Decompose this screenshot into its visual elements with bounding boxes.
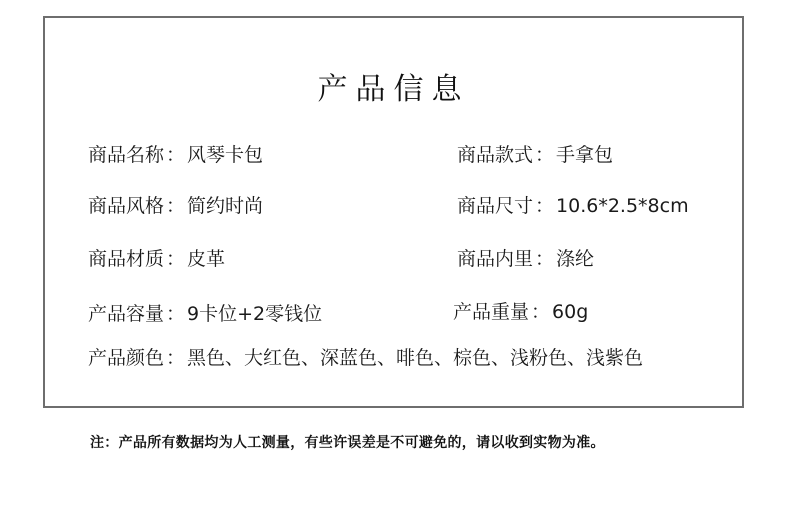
- field-label: 商品风格: [88, 195, 165, 217]
- field-value: 60g: [552, 301, 589, 323]
- field-label: 商品材质: [88, 248, 165, 270]
- field-separator: ：: [535, 195, 555, 217]
- field-value: 涤纶: [556, 248, 595, 270]
- field-label: 产品重量: [453, 301, 530, 323]
- field-product-weight: [453, 303, 588, 322]
- field-separator: ：: [166, 303, 186, 325]
- field-value: 黑色、大红色、深蓝色、啡色、棕色、浅粉色、浅紫色: [187, 347, 644, 369]
- field-label: 商品款式: [457, 144, 534, 166]
- field-product-name: [88, 146, 263, 165]
- field-label: 产品容量: [88, 303, 165, 325]
- field-value: 风琴卡包: [187, 144, 264, 166]
- field-value: 皮革: [187, 248, 226, 270]
- field-value: 简约时尚: [187, 195, 264, 217]
- field-product-capacity: [88, 305, 322, 324]
- field-separator: ：: [535, 144, 555, 166]
- field-product-lining: [457, 250, 594, 269]
- page-title: 产品信息: [317, 72, 470, 107]
- field-label: 商品尺寸: [457, 195, 534, 217]
- field-separator: ：: [535, 248, 555, 270]
- field-product-material: [88, 250, 225, 269]
- field-value: 手拿包: [556, 144, 614, 166]
- field-separator: ：: [166, 248, 186, 270]
- field-label: 商品名称: [88, 144, 165, 166]
- field-label: 产品颜色: [88, 347, 165, 369]
- field-label: 商品内里: [457, 248, 534, 270]
- field-separator: ：: [166, 195, 186, 217]
- field-product-size: [457, 197, 689, 216]
- field-value: 9卡位+2零钱位: [187, 303, 323, 325]
- field-product-colors: [88, 349, 643, 368]
- field-product-style: [88, 197, 263, 216]
- field-separator: ：: [531, 301, 551, 323]
- disclaimer-note: 注：产品所有数据均为人工测量，有些许误差是不可避免的，请以收到实物为准。: [90, 435, 605, 451]
- field-separator: ：: [166, 144, 186, 166]
- field-separator: ：: [166, 347, 186, 369]
- field-product-style-type: [457, 146, 613, 165]
- field-value: 10.6*2.5*8cm: [556, 195, 689, 217]
